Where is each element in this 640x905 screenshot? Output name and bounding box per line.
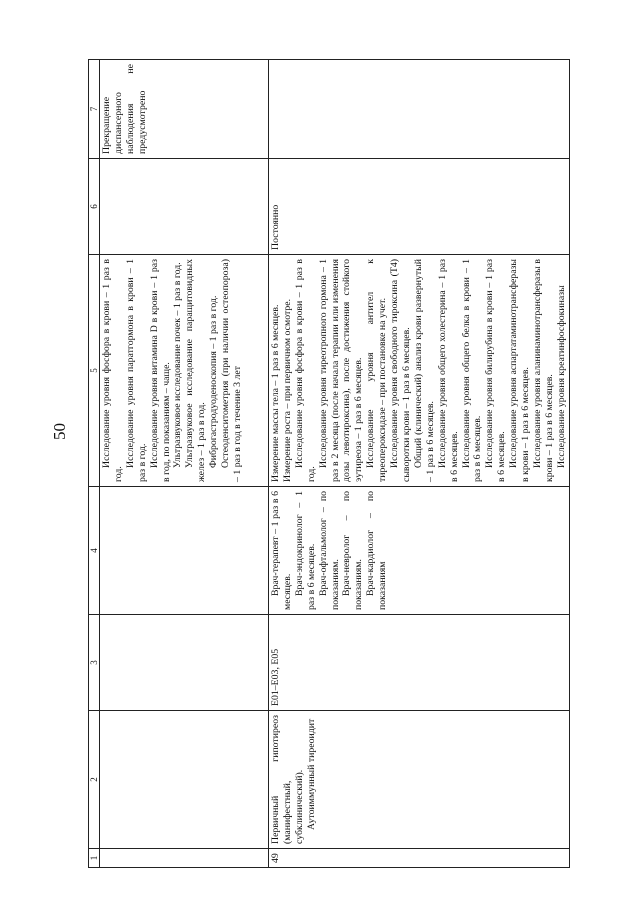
parameter-line: Исследование уровня аланинаминотрансферазы в крови – 1 раз в 6 месяцев.: [531, 259, 555, 482]
col-number: 2: [89, 711, 100, 849]
parameter-line: Исследование уровня общего холестерина – 1 раз в 6 месяцев.: [436, 259, 460, 482]
rotated-page-content: [88, 60, 630, 868]
parameter-line: Исследование уровня билирубина в крови – 1 раз в 6 месяцев.: [484, 259, 508, 482]
doctor-line: Врач-кардиолог – по показаниям: [365, 491, 389, 610]
parameter-line: Исследование уровня фосфора в крови – 1 раз в год.: [101, 259, 124, 482]
icd-codes-cell: E01–E03, E05: [269, 615, 570, 711]
parameter-line: Исследование уровня антител к тиреопероксидазе – при постановке на учет.: [365, 259, 389, 482]
parameter-line: Исследование уровня фосфора в крови – 1 раз в год.: [293, 259, 317, 482]
col-number: 1: [89, 849, 100, 868]
parameter-line: Общий (клинический) анализ крови развернутый – 1 раз в 6 месяцев.: [412, 259, 436, 482]
parameter-line: Исследование уровня креатинфосфокиназы: [555, 285, 567, 468]
diagnosis-line: Первичный гипотиреоз (манифестный, субклинический).: [270, 715, 305, 844]
parameter-line: Исследование уровня паратгормона в крови – 1 раз в год.: [124, 259, 148, 482]
observation-end-cell: [100, 60, 269, 159]
column-number-row: [89, 60, 100, 868]
parameter-line: Фиброгастродуоденоскопия – 1 раз в год.: [208, 295, 220, 468]
parameter-line: Исследование уровня тиреотропного гормона – 1 раз в 2 месяца (после начала терапии или изменения дозы левотироксина), после достижения стойкого эутиреоза – 1 раз в 6 месяцев.: [317, 259, 365, 482]
page-number: 50: [50, 423, 69, 440]
diagnosis-cell: [269, 711, 570, 849]
diagnosis-line: Аутоиммунный тиреоидит: [305, 718, 317, 830]
observation-end-text: Прекращение диспансерного наблюдения не предусмотрено: [101, 64, 148, 154]
parameter-line: Исследование уровня общего белка в крови – 1 раз в 6 месяцев.: [460, 259, 484, 482]
parameter-line: Измерение массы тела – 1 раз в 6 месяцев.: [270, 304, 281, 482]
parameters-cell: [269, 255, 570, 487]
doctor-line: Врач-эндокринолог – 1 раз в 6 месяцев.: [293, 491, 317, 610]
continued-parameters-cell: [100, 255, 269, 487]
row-number: 49: [269, 849, 570, 868]
parameter-line: Исследование уровня витамина D в крови – 1 раз в год, по показаниям – чаще.: [148, 259, 172, 482]
doctors-cell: [269, 487, 570, 615]
col-number: 4: [89, 487, 100, 615]
parameter-line: Измерение роста – при первичном осмотре.: [281, 298, 293, 482]
doctor-line: Врач-офтальмолог – по показаниям.: [317, 491, 341, 610]
dispensary-table: [88, 59, 570, 868]
parameter-line: Остеоденситометрия (при наличии остеопороза) – 1 раз в год в течение 3 лет: [220, 259, 243, 482]
col-number: 6: [89, 159, 100, 255]
parameter-line: Ультразвуковое исследование почек – 1 раз в год.: [172, 262, 184, 468]
parameter-line: Исследование уровня аспартатаминотрансферазы в крови – 1 раз в 6 месяцев.: [508, 259, 532, 482]
table-row-49: [269, 60, 570, 868]
col-number: 3: [89, 615, 100, 711]
col-number: 7: [89, 60, 100, 159]
duration-cell: Постоянно: [269, 159, 570, 255]
doctor-line: Врач-терапевт – 1 раз в 6 месяцев.: [270, 491, 293, 610]
parameter-line: Исследование уровня свободного тироксина (T4) сыворотки крови – 1 раз в 6 месяцев.: [389, 259, 412, 482]
continued-row: [100, 60, 269, 868]
parameter-line: Ультразвуковое исследование паращитовидных желез – 1 раз в год.: [184, 259, 208, 482]
doctor-line: Врач-невролог – по показаниям.: [341, 491, 365, 610]
col-number: 5: [89, 255, 100, 487]
